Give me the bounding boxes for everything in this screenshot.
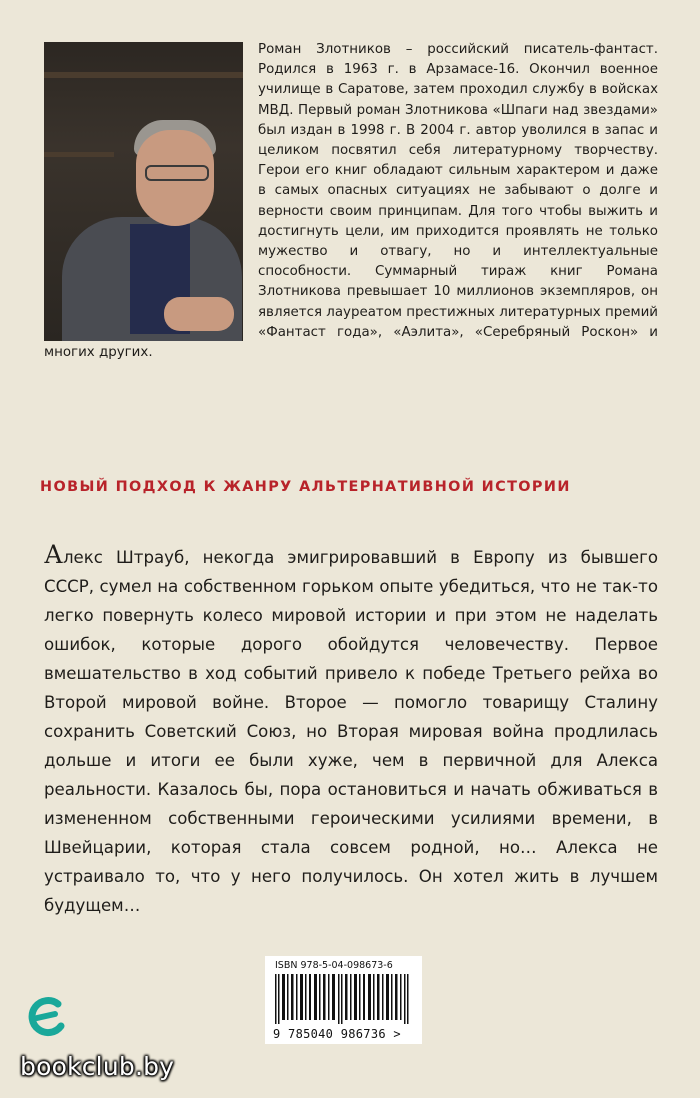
site-watermark: bookclub.by bbox=[20, 1052, 175, 1081]
tagline-heading: НОВЫЙ ПОДХОД К ЖАНРУ АЛЬТЕРНАТИВНОЙ ИСТОРИИ bbox=[40, 479, 571, 495]
author-bio-text: Роман Злотников – российский писатель-фантаст. Родился в 1963 г. в Арзамасе-16. Окончил военное училище в Саратове, затем проходил службу в войсках МВД. Первый роман Злотникова «Шпаги над звездами» был издан в 1998 г. В 2004 г. автор уволился в запас и целиком посвятил себя литературному творчеству. Герои его книг обладают сильным характером и даже в самых опасных ситуациях не забывают о долге и верности своим принципам. Для того чтобы выжить и достигнуть цели, им приходится проявлять не только мужество и отвагу, но и интеллектуальные способности. Суммарный тираж книг Романа Злотникова превышает 10 миллионов экземпляров, он является лауреатом престижных литературных премий «Фантаст года», «Аэлита», «Серебряный Роскон» и многих других. bbox=[44, 42, 658, 361]
eksmo-e-logo-icon bbox=[28, 996, 66, 1038]
dropcap-letter: А bbox=[44, 540, 63, 569]
isbn-digits: 9 785040 986736 > bbox=[273, 1027, 401, 1041]
isbn-barcode-block bbox=[265, 956, 422, 1044]
isbn-label: ISBN 978-5-04-098673-6 bbox=[275, 960, 393, 971]
annotation-text: лекс Штрауб, некогда эмигрировавший в Европу из бывшего СССР, сумел на собственном горьком опыте убедиться, что не так-то легко повернуть колесо мировой истории и при этом не наделать ошибок, которые дорого обойдутся человечеству. Первое вмешательство в ход событий привело к победе Третьего рейха во Второй мировой войне. Второе — помогло товарищу Сталину сохранить Советский Союз, но Вторая мировая война продлилась дольше и итоги ее были хуже, чем в первичной для Алекса реальности. Казалось бы, пора остановиться и начать обживаться в измененном собственными героическими усилиями времени, в Швейцарии, которая стала совсем родной, но… Алекса не устраивало то, что у него получилось. Он хотел жить в лучшем будущем… bbox=[44, 548, 658, 915]
author-bio bbox=[44, 40, 658, 363]
barcode-icon bbox=[273, 974, 414, 1024]
book-annotation bbox=[44, 540, 658, 920]
